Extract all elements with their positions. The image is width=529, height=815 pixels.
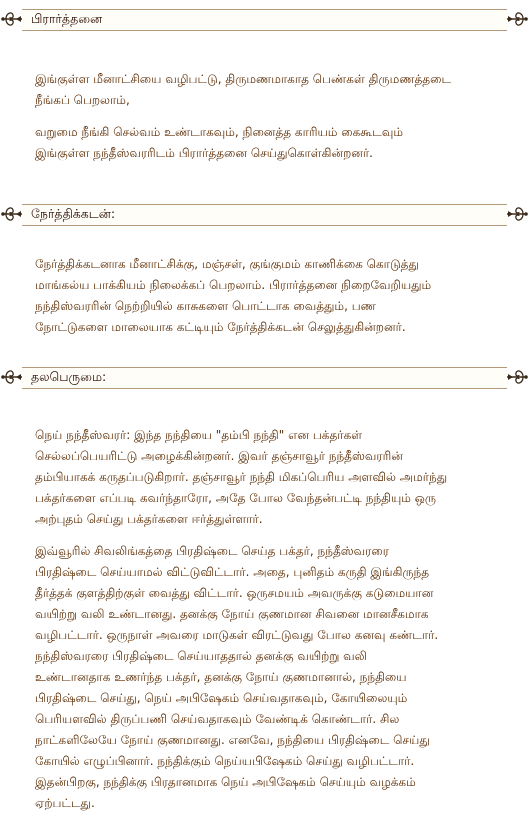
paragraph: நேர்த்திக்கடனாக மீனாட்சிக்கு, மஞ்சள், குங்குமம் காணிக்கை கொடுத்து மாங்கல்ய பாக்கியம் நிலைக்கப் பெறலாம். பிரார்த்தனை நிறைவேறியதும் நந்திஸ்வரரின் நெற்றியில் காசுகளை பொட்டாக வைத்தும், பண நோட்டுகளை மாலையாக கட்டியும் நேர்த்திக்கடன் செலுத்துகின்றனர். bbox=[35, 257, 432, 334]
paragraph: வறுமை நீங்கி செல்வம் உண்டாகவும், நினைத்த காரியம் கைகூடவும் இங்குள்ள நந்தீஸ்வரரிடம் பிரார்த்தனை செய்துகொள்கின்றனர். bbox=[35, 125, 403, 160]
section-title: தலபெருமை: bbox=[31, 369, 107, 384]
scroll-ornament-left-icon bbox=[0, 5, 24, 33]
scroll-ornament-right-icon bbox=[505, 5, 529, 33]
paragraph: நெய் நந்தீஸ்வரர்: இந்த நந்தியை "தம்பி நந்தி" என பக்தர்கள் செல்லப்பெயரிட்டு அழைக்கின்றனர். இவர் தஞ்சாவூர் நந்தீஸ்வரரின் தம்பியாகக் கருதப்படுகிறார். தஞ்சாவூர் நந்தி மிகப்பெரிய அளவில் அமர்ந்து பக்தர்களை எப்படி கவர்ந்தாரோ, அதே போல வேந்தன்பட்டி நந்தியும் ஒரு அற்புதம் செய்து பக்தர்களை ஈர்த்துள்ளார். bbox=[35, 428, 448, 526]
section-header-vow bbox=[0, 200, 529, 228]
section-header-prayer bbox=[0, 5, 529, 33]
scroll-ornament-left-icon bbox=[0, 200, 24, 228]
paragraph: இவ்வூரில் சிவலிங்கத்தை பிரதிஷ்டை செய்த பக்தர், நந்தீஸ்வரரை பிரதிஷ்டை செய்யாமல் விட்டுவிட்டார். அதை, புனிதம் கருதி இங்கிருந்த தீர்த்தக் குளத்திற்குள் வைத்து விட்டார். ஒருசமயம் அவருக்கு கடுமையான வயிற்று வலி உண்டானது. தனக்கு நோய் குணமான சிவனை மானசீகமாக வழிபட்டார். ஒருநாள் அவரை மாடுகள் விரட்டுவது போல கனவு கண்டார். நந்திஸ்வரரை பிரதிஷ்டை செய்யாததால் தனக்கு வயிற்று வலி உண்டானதாக உணர்ந்த பக்தர், தனக்கு நோய் குணமானால், நந்தியை பிரதிஷ்டை செய்து, நெய் அபிஷேகம் செய்வதாகவும், கோயிலையும் பெரியளவில் திருப்பணி செய்வதாகவும் வேண்டிக் கொண்டார். சில நாட்களிலேயே நோய் குணமானது. எனவே, நந்தியை பிரதிஷ்டை செய்து கோயில் எழுப்பினார். நந்திக்கும் நெய்யபிஷேகம் செய்து வழிபட்டார். இதன்பிறகு, நந்திக்கு பிரதானமாக நெய் அபிஷேகம் செய்யும் வழக்கம் ஏற்பட்டது. bbox=[35, 544, 439, 810]
paragraph: இங்குள்ள மீனாட்சியை வழிபட்டு, திருமணமாகாத பெண்கள் திருமணத்தடை நீங்கப் பெறலாம், bbox=[35, 72, 452, 107]
section-title: பிரார்த்தனை bbox=[31, 11, 103, 26]
section-title: நேர்த்திக்கடன்: bbox=[31, 206, 116, 221]
scroll-ornament-right-icon bbox=[505, 200, 529, 228]
scroll-ornament-right-icon bbox=[505, 363, 529, 391]
scroll-ornament-left-icon bbox=[0, 363, 24, 391]
section-header-temple-glory bbox=[0, 363, 529, 391]
